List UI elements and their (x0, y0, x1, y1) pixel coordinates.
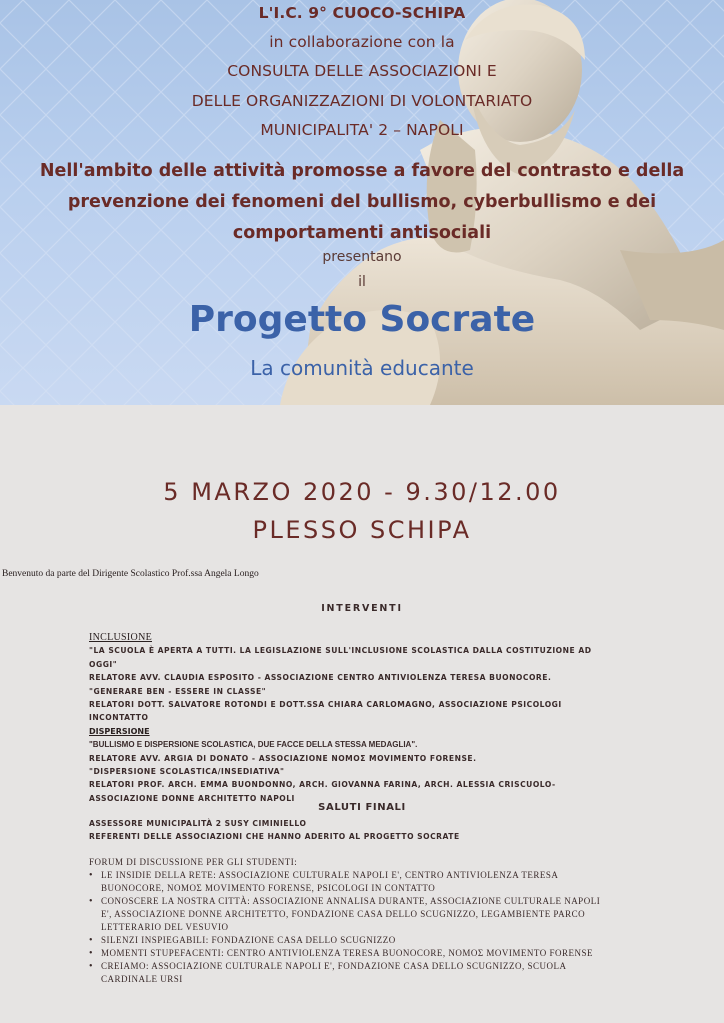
list-item-line: • CONOSCERE LA NOSTRA CITTÀ: ASSOCIAZIONE ANNALISA DURANTE, ASSOCIAZIONE CULTURALE NAPOLI (101, 896, 601, 906)
list-item (89, 934, 649, 947)
list-item (89, 895, 649, 934)
saluti-heading: SALUTI FINALI (318, 802, 406, 813)
inclusione-line: RELATORE AVV. CLAUDIA ESPOSITO - ASSOCIAZIONE CENTRO ANTIVIOLENZA TERESA BUONOCORE. (89, 673, 552, 683)
dispersione-heading: DISPERSIONE (89, 726, 150, 736)
dispersione-line: ASSOCIAZIONE DONNE ARCHITETTO NAPOLI (89, 793, 295, 803)
inclusione-line: RELATORI DOTT. SALVATORE ROTONDI E DOTT.SSA CHIARA CARLOMAGNO, ASSOCIAZIONE PSICOLOGI (89, 700, 562, 710)
forum-section (89, 856, 649, 986)
inclusione-line: OGGI" (89, 659, 118, 669)
list-item (89, 947, 649, 960)
hero-banner (0, 0, 724, 405)
organizzazioni-line: DELLE ORGANIZZAZIONI DI VOLONTARIATO (191, 92, 533, 110)
inclusione-heading: INCLUSIONE (89, 632, 152, 643)
municipalita-line: MUNICIPALITA' 2 – NAPOLI (260, 121, 464, 139)
ambito-line-3: comportamenti antisociali (232, 223, 492, 243)
inclusione-line: "LA SCUOLA È APERTA A TUTTI. LA LEGISLAZIONE SULL'INCLUSIONE SCOLASTICA DALLA COSTITUZIONE AD (89, 646, 592, 656)
dispersione-line: RELATORI PROF. ARCH. EMMA BUONDONNO, ARCH. GIOVANNA FARINA, ARCH. ALESSIA CRISCUOLO- (89, 780, 556, 790)
presentano-text: presentano (322, 249, 402, 265)
school-name: L'I.C. 9° CUOCO-SCHIPA (258, 4, 466, 22)
list-item-line: E', ASSOCIAZIONE DONNE ARCHITETTO, FONDAZIONE CASA DELLO SCUGNIZZO, LEGAMBIENTE PARCO (101, 909, 586, 919)
event-location: PLESSO SCHIPA (252, 516, 472, 544)
list-item (89, 869, 649, 895)
ambito-line-1: Nell'ambito delle attività promosse a favore del contrasto e della (39, 161, 685, 181)
list-item-line: LETTERARIO DEL VESUVIO (101, 922, 229, 932)
inclusione-line: INCONTATTO (89, 713, 149, 723)
dispersione-line: RELATORE AVV. ARGIA DI DONATO - ASSOCIAZIONE NOMOΣ MOVIMENTO FORENSE. (89, 753, 477, 763)
forum-list (89, 869, 649, 986)
collaboration-text: in collaborazione con la (269, 33, 455, 51)
list-item-line: • MOMENTI STUPEFACENTI: CENTRO ANTIVIOLENZA TERESA BUONOCORE, NOMOΣ MOVIMENTO FORENSE (101, 948, 593, 958)
saluti-line: REFERENTI DELLE ASSOCIAZIONI CHE HANNO ADERITO AL PROGETTO SOCRATE (89, 832, 460, 842)
list-item-line: • SILENZI INSPIEGABILI: FONDAZIONE CASA DELLO SCUGNIZZO (101, 935, 396, 945)
dispersione-line: "DISPERSIONE SCOLASTICA/INSEDIATIVA" (89, 767, 285, 777)
interventi-heading: INTERVENTI (321, 603, 403, 614)
inclusione-line: "GENERARE BEN - ESSERE IN CLASSE" (89, 686, 267, 696)
project-subtitle: La comunità educante (250, 356, 474, 380)
saluti-block (89, 817, 649, 844)
list-item-line: • LE INSIDIE DELLA RETE: ASSOCIAZIONE CULTURALE NAPOLI E', CENTRO ANTIVIOLENZA TERESA (101, 870, 559, 880)
list-item-line: BUONOCORE, NOMOΣ MOVIMENTO FORENSE, PSICOLOGI IN CONTATTO (101, 883, 436, 893)
ambito-line-2: prevenzione dei fenomeni del bullismo, cyberbullismo e dei (67, 192, 657, 212)
event-date-time: 5 MARZO 2020 - 9.30/12.00 (163, 478, 561, 506)
consulta-line: CONSULTA DELLE ASSOCIAZIONI E (227, 62, 497, 80)
forum-heading: FORUM DI DISCUSSIONE PER GLI STUDENTI: (89, 857, 298, 867)
welcome-line: Benvenuto da parte del Dirigente Scolastico Prof.ssa Angela Longo (2, 569, 259, 579)
project-title: Progetto Socrate (188, 299, 536, 340)
list-item-line: • CREIAMO: ASSOCIAZIONE CULTURALE NAPOLI E', FONDAZIONE CASA DELLO SCUGNIZZO, SCUOLA (101, 961, 567, 971)
il-text: il (358, 274, 366, 290)
saluti-line: ASSESSORE MUNICIPALITÀ 2 SUSY CIMINIELLO (89, 819, 307, 828)
list-item (89, 960, 649, 986)
dispersione-quote: "BULLISMO E DISPERSIONE SCOLASTICA, DUE FACCE DELLA STESSA MEDAGLIA". (89, 740, 418, 750)
interventi-block (89, 631, 649, 805)
list-item-line: CARDINALE URSI (101, 974, 183, 984)
